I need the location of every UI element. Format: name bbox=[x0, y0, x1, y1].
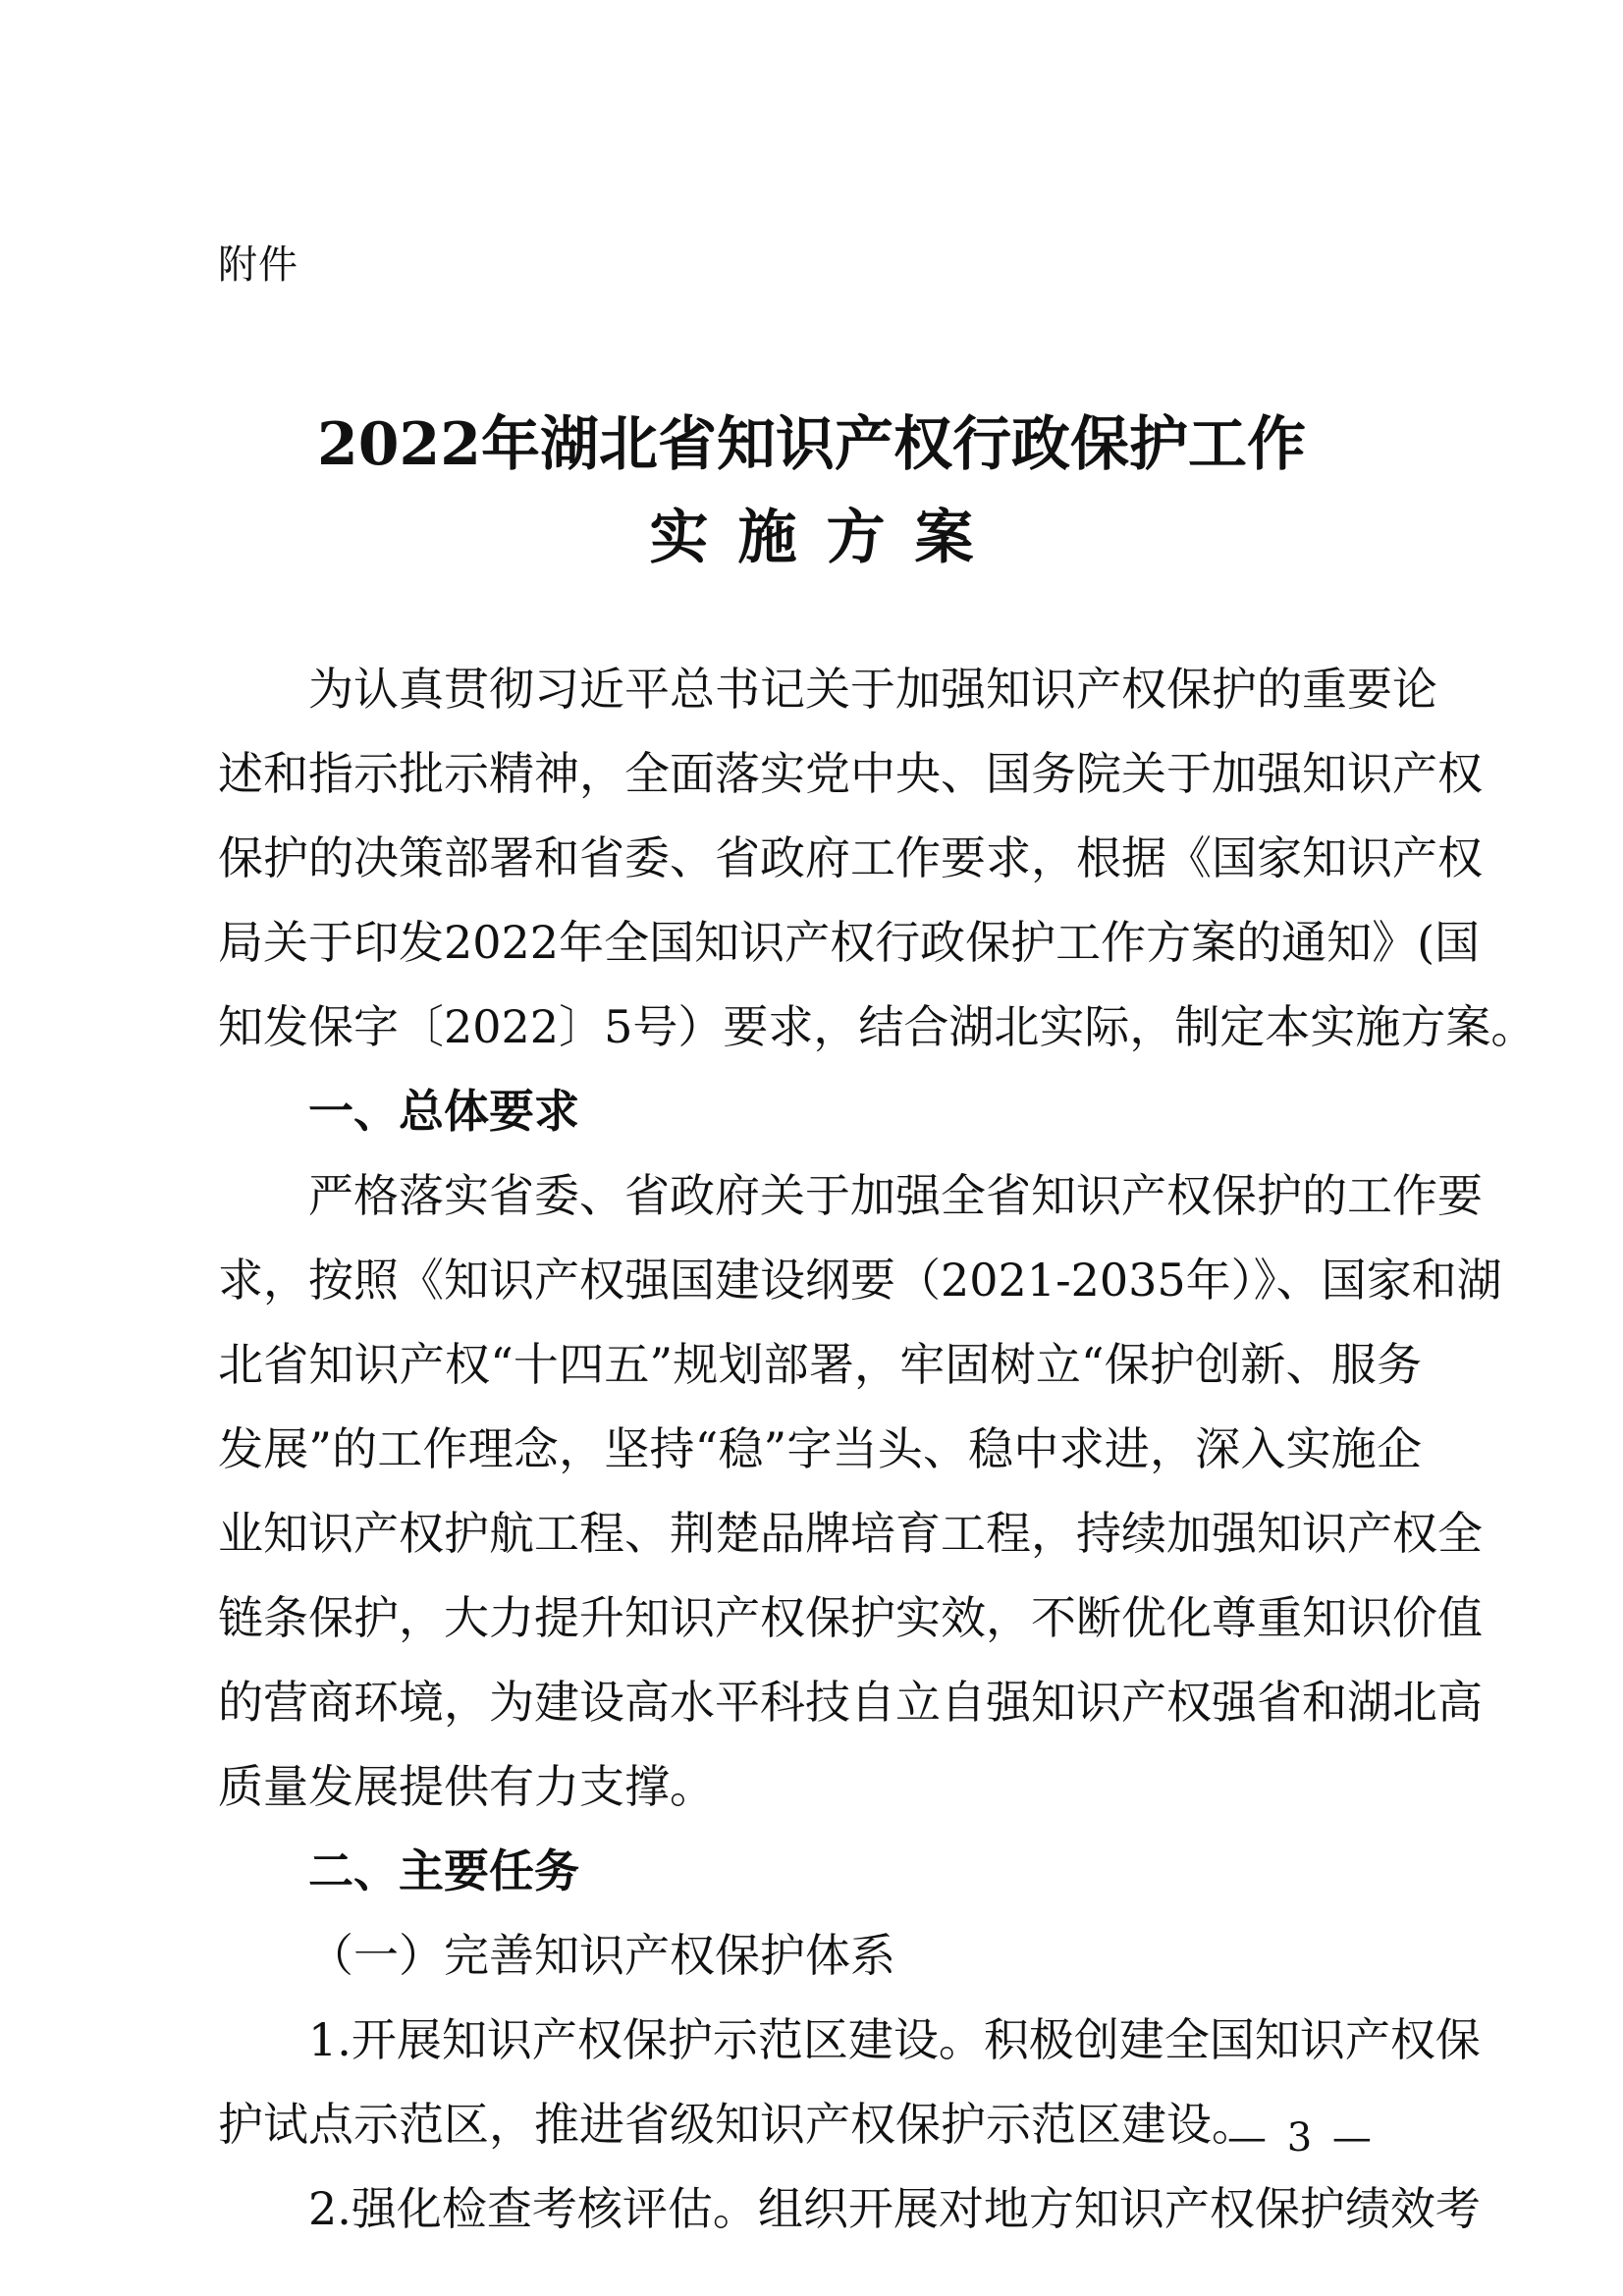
document-title-line-2: 实施方案 bbox=[649, 504, 1003, 572]
subsection-heading: （一）完善知识产权保护体系 bbox=[308, 1929, 895, 1982]
paragraph-line: 发展”的工作理念，坚持“稳”字当头、稳中求进，深入实施企 bbox=[218, 1422, 1422, 1475]
paragraph-line: 保护的决策部署和省委、省政府工作要求，根据《国家知识产权 bbox=[218, 831, 1483, 884]
section-heading: 一、总体要求 bbox=[308, 1085, 579, 1138]
paragraph-line: 质量发展提供有力支撑。 bbox=[218, 1760, 715, 1813]
paragraph-line: 知发保字〔2022〕5号）要求，结合湖北实际，制定本实施方案。 bbox=[218, 1000, 1537, 1053]
paragraph-line: 护试点示范区，推进省级知识产权保护示范区建设。 bbox=[218, 2098, 1257, 2151]
paragraph-line: 为认真贯彻习近平总书记关于加强知识产权保护的重要论 bbox=[308, 663, 1437, 716]
page-number: — 3 — bbox=[1227, 2115, 1376, 2161]
paragraph-line: 2.强化检查考核评估。组织开展对地方知识产权保护绩效考 bbox=[308, 2182, 1481, 2235]
document-title-line-1: 2022年湖北省知识产权行政保护工作 bbox=[317, 410, 1306, 479]
paragraph-line: 局关于印发2022年全国知识产权行政保护工作方案的通知》(国 bbox=[218, 916, 1481, 969]
paragraph-line: 业知识产权护航工程、荆楚品牌培育工程，持续加强知识产权全 bbox=[218, 1507, 1483, 1560]
paragraph-line: 北省知识产权“十四五”规划部署，牢固树立“保护创新、服务 bbox=[218, 1338, 1422, 1391]
paragraph-line: 1.开展知识产权保护示范区建设。积极创建全国知识产权保 bbox=[308, 2013, 1481, 2066]
paragraph-line: 求，按照《知识产权强国建设纲要（2021-2035年）》、国家和湖 bbox=[218, 1254, 1502, 1307]
paragraph-line: 链条保护，大力提升知识产权保护实效，不断优化尊重知识价值 bbox=[218, 1591, 1483, 1644]
document-body bbox=[218, 647, 1537, 2251]
section-heading: 二、主要任务 bbox=[308, 1844, 579, 1897]
paragraph-line: 的营商环境，为建设高水平科技自立自强知识产权强省和湖北高 bbox=[218, 1676, 1483, 1729]
attachment-label: 附件 bbox=[218, 242, 298, 288]
paragraph-line: 严格落实省委、省政府关于加强全省知识产权保护的工作要 bbox=[308, 1169, 1483, 1222]
paragraph-line: 述和指示批示精神，全面落实党中央、国务院关于加强知识产权 bbox=[218, 747, 1483, 800]
